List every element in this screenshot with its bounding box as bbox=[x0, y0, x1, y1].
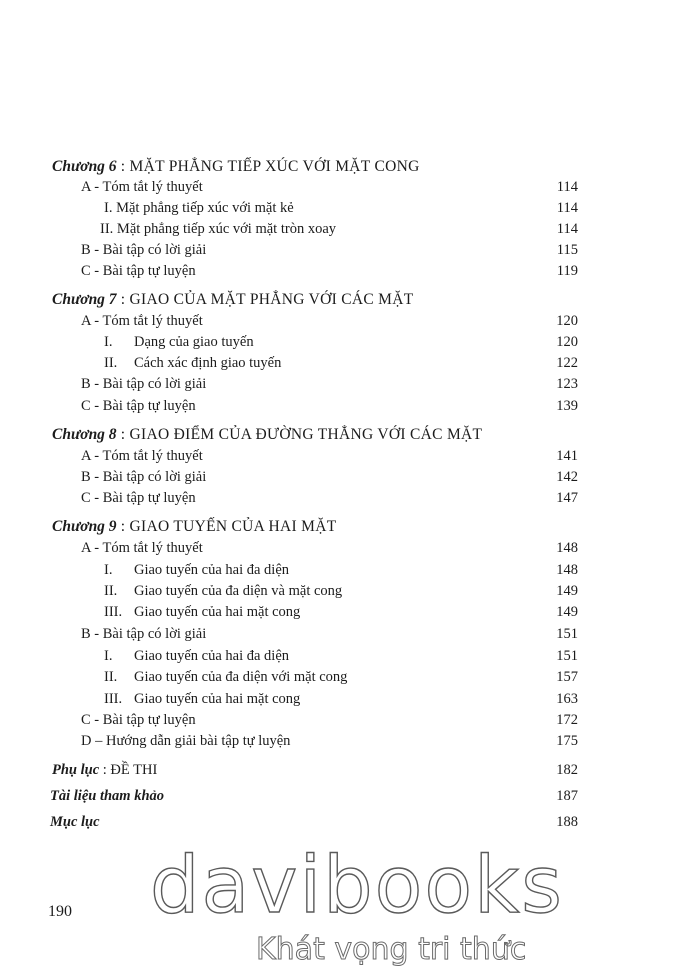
toc-entry bbox=[0, 624, 700, 645]
toc-entry-title: Giao tuyến của hai mặt cong bbox=[134, 691, 301, 707]
toc-page-number: 151 bbox=[556, 648, 578, 664]
toc-entry bbox=[0, 261, 700, 282]
roman-numeral: I. bbox=[104, 334, 113, 350]
appendix-label: Phụ lục bbox=[52, 762, 100, 778]
toc-entry-title: A - Tóm tắt lý thuyết bbox=[81, 540, 203, 556]
toc-page-number: 172 bbox=[556, 712, 578, 728]
toc-page-number: 114 bbox=[556, 200, 578, 216]
toc-entry-title: B - Bài tập có lời giải bbox=[81, 626, 207, 642]
chapter-9-heading bbox=[0, 516, 700, 537]
toc-entry-title: C - Bài tập tự luyện bbox=[81, 263, 196, 279]
toc-page-number: 142 bbox=[556, 469, 578, 485]
toc-page-number: 123 bbox=[556, 376, 578, 392]
toc-entry-title: Giao tuyến của đa diện với mặt cong bbox=[134, 669, 348, 685]
chapter-label: Chương 8 bbox=[52, 426, 117, 443]
toc-entry bbox=[0, 689, 700, 710]
toc-page-number: 175 bbox=[556, 733, 578, 749]
toc-entry bbox=[0, 219, 700, 240]
toc-page-number: 122 bbox=[556, 355, 578, 371]
references-label: Tài liệu tham khảo bbox=[50, 788, 165, 804]
toc-entry-title: C - Bài tập tự luyện bbox=[81, 712, 196, 728]
toc-page-number: 187 bbox=[556, 788, 578, 804]
toc-entry bbox=[0, 198, 700, 219]
roman-numeral: II. bbox=[100, 221, 114, 237]
toc-entry-title: D – Hướng dẫn giải bài tập tự luyện bbox=[81, 733, 291, 749]
toc-entry bbox=[0, 581, 700, 602]
chapter-title: : GIAO TUYẾN CỦA HAI MẶT bbox=[116, 518, 337, 535]
toc-entry-title: Cách xác định giao tuyến bbox=[134, 355, 282, 371]
toc-entry bbox=[0, 538, 700, 559]
toc-page-number: 148 bbox=[556, 562, 578, 578]
chapter-title: : GIAO CỦA MẶT PHẲNG VỚI CÁC MẶT bbox=[116, 291, 414, 308]
toc-page-number: 163 bbox=[556, 691, 578, 707]
toc-entry bbox=[0, 396, 700, 417]
page-number: 190 bbox=[48, 903, 72, 920]
appendix-title: : ĐỀ THI bbox=[99, 762, 158, 778]
roman-numeral: III. bbox=[104, 691, 123, 707]
chapter-label: Chương 7 bbox=[52, 291, 117, 308]
toc-entry-title: Dạng của giao tuyến bbox=[134, 334, 254, 350]
toc-entry bbox=[0, 602, 700, 623]
toc-entry bbox=[0, 560, 700, 581]
roman-numeral: I. bbox=[104, 200, 113, 216]
toc-entry bbox=[0, 446, 700, 467]
toc-entry bbox=[0, 731, 700, 752]
chapter-title: : MẶT PHẲNG TIẾP XÚC VỚI MẶT CONG bbox=[116, 158, 420, 175]
toc-page-number: 182 bbox=[556, 762, 578, 778]
toc-page-number: 148 bbox=[556, 540, 578, 556]
watermark-slogan: Khát vọng tri thức bbox=[256, 932, 527, 967]
toc-entry bbox=[0, 710, 700, 731]
toc-entry-title: Giao tuyến của đa diện và mặt cong bbox=[134, 583, 343, 599]
chapter-7-heading bbox=[0, 289, 700, 310]
toc-entry bbox=[0, 488, 700, 509]
toc-page-number: 139 bbox=[556, 398, 578, 414]
toc-page-number: 120 bbox=[556, 313, 578, 329]
toc-page-number: 115 bbox=[556, 242, 578, 258]
toc-page-number: 151 bbox=[556, 626, 578, 642]
toc-page-number: 149 bbox=[556, 604, 578, 620]
chapter-8-heading bbox=[0, 424, 700, 445]
toc-entry-title: B - Bài tập có lời giải bbox=[81, 469, 207, 485]
chapter-6-heading bbox=[0, 156, 700, 177]
toc-entry bbox=[0, 311, 700, 332]
toc-entry bbox=[0, 240, 700, 261]
contents-label: Mục lục bbox=[50, 814, 100, 830]
appendix-entry bbox=[0, 760, 700, 781]
toc-entry-title: Giao tuyến của hai đa diện bbox=[134, 562, 290, 578]
toc-entry-title: B - Bài tập có lời giải bbox=[81, 376, 207, 392]
references-entry bbox=[0, 786, 700, 807]
toc-page-number: 188 bbox=[556, 814, 578, 830]
toc-entry-title: Giao tuyến của hai đa diện bbox=[134, 648, 290, 664]
toc-entry bbox=[0, 646, 700, 667]
toc-entry bbox=[0, 667, 700, 688]
toc-page-number: 114 bbox=[556, 221, 578, 237]
toc-page-number: 120 bbox=[556, 334, 578, 350]
toc-entry-title: C - Bài tập tự luyện bbox=[81, 490, 196, 506]
toc-page-number: 157 bbox=[556, 669, 578, 685]
toc-page-number: 114 bbox=[556, 179, 578, 195]
toc-page-number: 149 bbox=[556, 583, 578, 599]
toc-entry-title: A - Tóm tắt lý thuyết bbox=[81, 448, 203, 464]
toc-entry-title: B - Bài tập có lời giải bbox=[81, 242, 207, 258]
toc-page-number: 141 bbox=[556, 448, 578, 464]
roman-numeral: I. bbox=[104, 648, 113, 664]
toc-entry bbox=[0, 467, 700, 488]
toc-entry-title: A - Tóm tắt lý thuyết bbox=[81, 313, 203, 329]
toc-entry bbox=[0, 332, 700, 353]
roman-numeral: II. bbox=[104, 355, 118, 371]
toc-page-number: 119 bbox=[556, 263, 578, 279]
toc-entry-title: A - Tóm tắt lý thuyết bbox=[81, 179, 203, 195]
roman-numeral: II. bbox=[104, 583, 118, 599]
toc-entry bbox=[0, 353, 700, 374]
toc-entry-title: C - Bài tập tự luyện bbox=[81, 398, 196, 414]
toc-entry-title: Mặt phẳng tiếp xúc với mặt tròn xoay bbox=[116, 221, 337, 237]
toc-entry-title: Mặt phẳng tiếp xúc với mặt kẻ bbox=[116, 200, 294, 216]
toc-entry-title: Giao tuyến của hai mặt cong bbox=[134, 604, 301, 620]
toc-entry bbox=[0, 374, 700, 395]
chapter-label: Chương 9 bbox=[52, 518, 117, 535]
toc-page-number: 147 bbox=[556, 490, 578, 506]
roman-numeral: III. bbox=[104, 604, 123, 620]
toc-entry bbox=[0, 177, 700, 198]
chapter-title: : GIAO ĐIỂM CỦA ĐƯỜNG THẲNG VỚI CÁC MẶT bbox=[116, 426, 483, 443]
chapter-label: Chương 6 bbox=[52, 158, 117, 175]
roman-numeral: II. bbox=[104, 669, 118, 685]
roman-numeral: I. bbox=[104, 562, 113, 578]
contents-entry bbox=[0, 812, 700, 833]
watermark-brand: davibooks bbox=[150, 841, 564, 931]
